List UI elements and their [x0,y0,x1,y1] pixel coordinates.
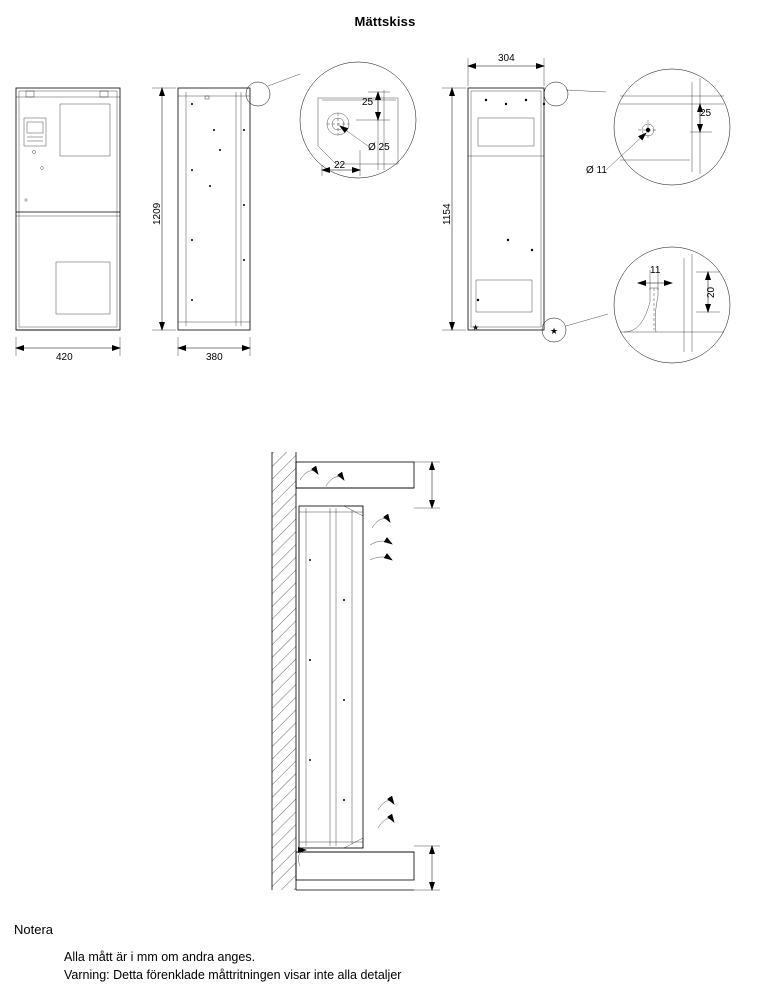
rear-view [442,58,608,342]
wall-mounting-view [272,452,440,890]
dimension-rear-height: 1154 [442,203,453,225]
dimension-side-depth: 380 [206,352,223,363]
page-title: Mättskiss [354,14,416,29]
note-line-1: Alla mått är i mm om andra anges. [64,950,256,964]
dimension-front-width: 420 [56,352,73,363]
detail-hole [606,69,730,185]
side-view [152,74,300,356]
dimension-bracket-width: 11 [650,265,661,276]
dimension-slot-offset-top: 25 [362,97,374,108]
svg-text:★: ★ [550,326,559,336]
dimension-rear-width: 304 [498,53,515,64]
svg-text:★: ★ [472,323,480,332]
detail-bracket [614,247,730,363]
note-line-2: Varning: Detta förenklade måttritningen visar inte alla detaljer [64,968,402,982]
dimension-side-height: 1209 [152,202,163,225]
dimension-slot-diameter: Ø 25 [368,142,390,153]
front-view [16,88,120,356]
notes-heading: Notera [14,922,54,937]
dimension-bracket-height: 20 [706,286,717,298]
dimension-hole-offset: 25 [700,108,712,119]
detail-slot [300,62,416,178]
dimension-hole-diameter: Ø 11 [586,165,607,176]
dimension-slot-offset-side: 22 [334,160,346,171]
